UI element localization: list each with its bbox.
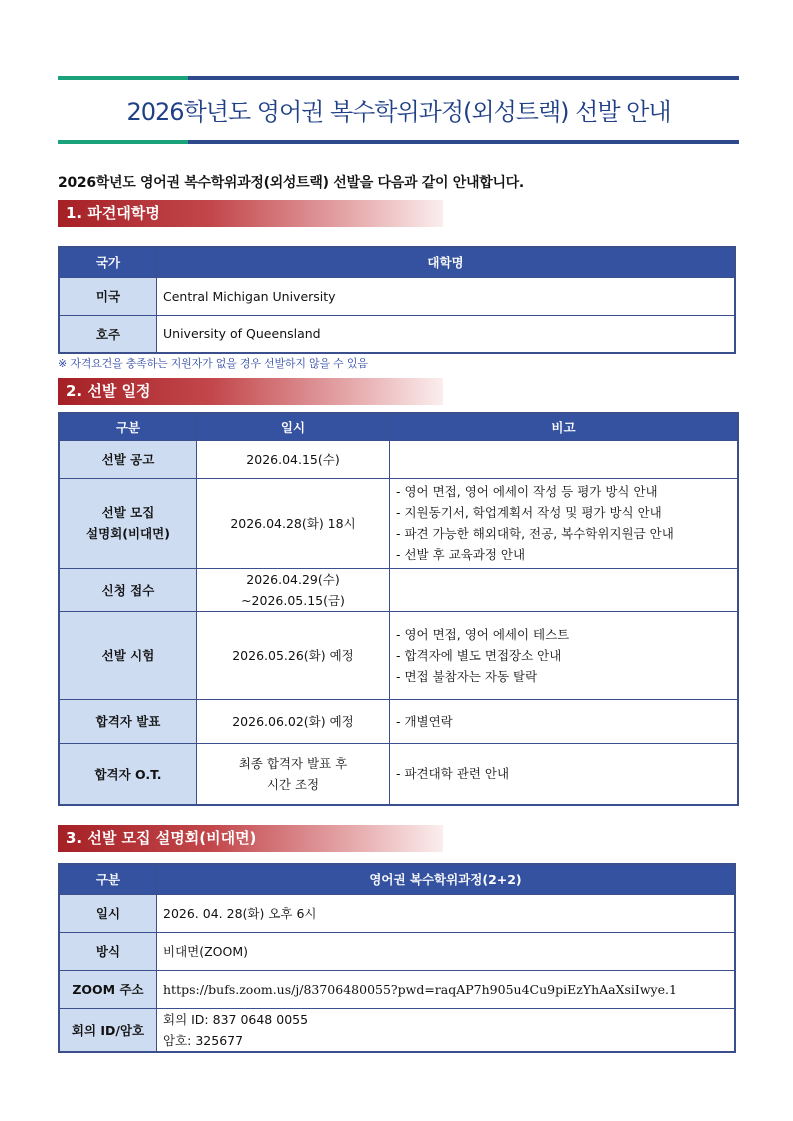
schedule-date: 2026.04.15(수)	[197, 440, 390, 478]
university-table	[58, 246, 736, 354]
session-value: 회의 ID: 837 0648 0055 암호: 325677	[157, 1008, 736, 1052]
schedule-date: 최종 합격자 발표 후 시간 조정	[197, 743, 390, 805]
schedule-label: 선발 공고	[59, 440, 197, 478]
session-label: 방식	[59, 932, 157, 970]
col-program: 영어권 복수학위과정(2+2)	[157, 864, 736, 894]
col-country: 국가	[59, 247, 157, 277]
intro-text: 2026학년도 영어권 복수학위과정(외성트랙) 선발을 다음과 같이 안내합니다.	[58, 175, 524, 191]
schedule-remarks: - 개별연락	[390, 699, 739, 743]
session-value: 비대면(ZOOM)	[157, 932, 736, 970]
table-row	[59, 970, 735, 1008]
table-row	[59, 932, 735, 970]
schedule-remarks	[390, 568, 739, 611]
table-row	[59, 894, 735, 932]
col-date: 일시	[197, 413, 390, 440]
section3-heading: 3. 선발 모집 설명회(비대면)	[58, 825, 443, 852]
country-cell: 호주	[59, 315, 157, 353]
col-category: 구분	[59, 413, 197, 440]
schedule-label: 선발 시험	[59, 611, 197, 699]
title-block	[58, 76, 739, 144]
schedule-date: 2026.06.02(화) 예정	[197, 699, 390, 743]
title-bottom-rule	[58, 140, 739, 144]
schedule-date: 2026.04.29(수) ~2026.05.15(금)	[197, 568, 390, 611]
session-label: 회의 ID/암호	[59, 1008, 157, 1052]
eligibility-note: ※ 자격요건을 충족하는 지원자가 없을 경우 선발하지 않을 수 있음	[58, 357, 368, 370]
schedule-remarks: - 영어 면접, 영어 에세이 작성 등 평가 방식 안내 - 지원동기서, 학업계획서 작성 및 평가 방식 안내 - 파견 가능한 해외대학, 전공, 복수학위지원금 안내 - 선발 후 교육과정 안내	[390, 478, 739, 568]
table-row	[59, 699, 738, 743]
country-cell: 미국	[59, 277, 157, 315]
schedule-remarks: - 파견대학 관련 안내	[390, 743, 739, 805]
session-label: ZOOM 주소	[59, 970, 157, 1008]
schedule-date: 2026.05.26(화) 예정	[197, 611, 390, 699]
table-row	[59, 568, 738, 611]
schedule-date: 2026.04.28(화) 18시	[197, 478, 390, 568]
table-row	[59, 611, 738, 699]
table-row	[59, 440, 738, 478]
table-row	[59, 1008, 735, 1052]
session-label: 일시	[59, 894, 157, 932]
schedule-label: 신청 접수	[59, 568, 197, 611]
schedule-table	[58, 412, 739, 806]
schedule-remarks	[390, 440, 739, 478]
page-title: 2026학년도 영어권 복수학위과정(외성트랙) 선발 안내	[126, 98, 671, 126]
table-row	[59, 478, 738, 568]
university-cell: University of Queensland	[157, 315, 736, 353]
col-university: 대학명	[157, 247, 736, 277]
table-row	[59, 315, 735, 353]
section1-heading: 1. 파견대학명	[58, 200, 443, 227]
schedule-label: 합격자 발표	[59, 699, 197, 743]
schedule-remarks: - 영어 면접, 영어 에세이 테스트 - 합격자에 별도 면접장소 안내 - 면접 불참자는 자동 탈락	[390, 611, 739, 699]
col-category: 구분	[59, 864, 157, 894]
schedule-label: 선발 모집 설명회(비대면)	[59, 478, 197, 568]
title-top-rule	[58, 76, 739, 80]
table-row	[59, 277, 735, 315]
table-row	[59, 743, 738, 805]
session-value: 2026. 04. 28(화) 오후 6시	[157, 894, 736, 932]
university-cell: Central Michigan University	[157, 277, 736, 315]
session-table	[58, 863, 736, 1053]
section2-heading: 2. 선발 일정	[58, 378, 443, 405]
schedule-label: 합격자 O.T.	[59, 743, 197, 805]
col-remarks: 비고	[390, 413, 739, 440]
zoom-link[interactable]: https://bufs.zoom.us/j/83706480055?pwd=raqAP7h905u4Cu9piEzYhAaXsiIwye.1	[157, 970, 736, 1008]
